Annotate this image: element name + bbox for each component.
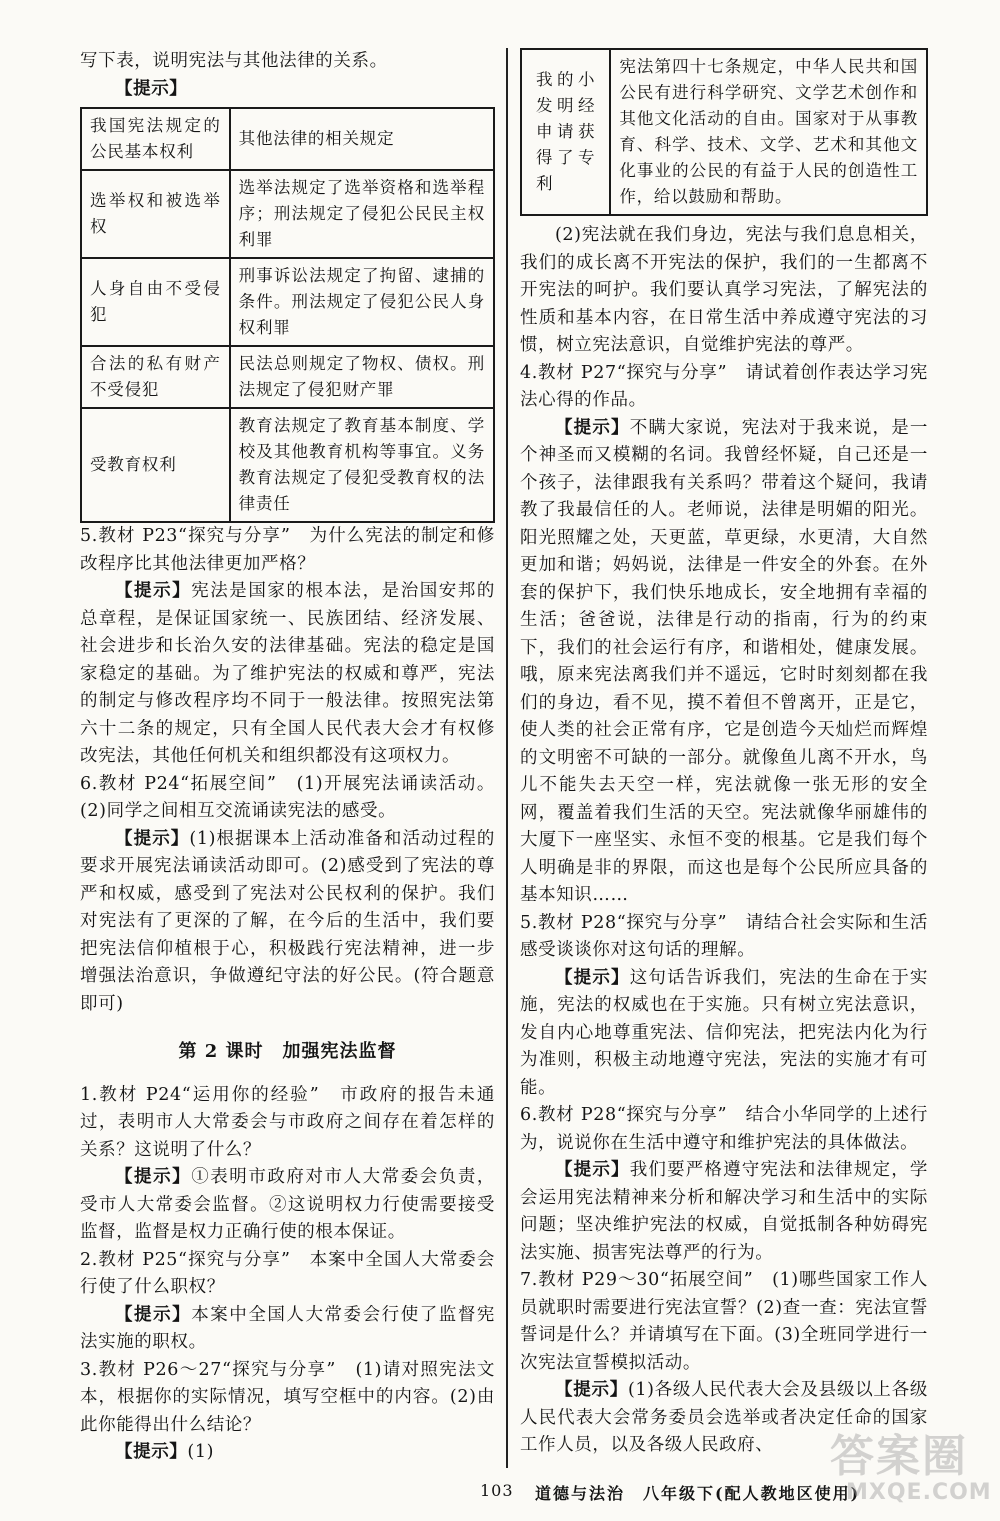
answer-6 (80, 826, 495, 1019)
table-row (81, 346, 494, 408)
question-6: 6.教材 P28“探究与分享” 结合小华同学的上述行为，说说你在生活中遵守和维护宪法的具体做法。 (520, 1105, 928, 1153)
question-3-part-2: (2)宪法就在我们身边，宪法与我们息息相关，我们的成长离不开宪法的保护，我们的一生都离不开宪法的呵护。我们要认真学习宪法，了解宪法的性质和基本内容，在日常生活中养成遵守宪法的习惯，树立宪法意识，自觉维护宪法的尊严。 (520, 225, 928, 355)
question-4: 4.教材 P27“探究与分享” 请试着创作表达学习宪法心得的作品。 (520, 362, 928, 410)
question-6: 6.教材 P24“拓展空间” (1)开展宪法诵读活动。(2)同学之间相互交流诵读宪法的感受。 (80, 773, 495, 821)
table-cell: 刑事诉讼法规定了拘留、逮捕的条件。刑法规定了侵犯公民人身权利罪 (230, 258, 494, 346)
section2-answer-2 (80, 1302, 495, 1357)
answer-text: 不瞒大家说，宪法对于我来说，是一个神圣而又模糊的名词。我曾经怀疑，自己还是一个孩子，法律跟我有关系吗？带着这个疑问，我请教了我最信任的人。老师说，法律是明媚的阳光。阳光照耀之处，天更蓝，草更绿，水更清，大自然更加和谐；妈妈说，法律是一件安全的外套。在外套的保护下，我们快乐地成长，安全地拥有幸福的生活；爸爸说，法律是行动的指南，行为的约束下，我们的社会运行有序，和谐相处，健康发展。哦，原来宪法离我们并不遥远，它时时刻刻都在我们的身边，看不见，摸不着但不曾离开，正是它，使人类的社会正常有序，它是创造今天灿烂而辉煌的文明密不可缺的一部分。就像鱼儿离不开水，鸟儿不能失去天空一样，宪法就像一张无形的安全网，覆盖着我们生活的天空。宪法就像华丽雄伟的大厦下一座坚实、永恒不变的根基。它是我们每个人明确是非的界限，而这也是每个公民所应具备的基本知识…… (520, 417, 928, 905)
table-cell: 宪法第四十七条规定，中华人民共和国公民有进行科学研究、文学艺术创作和其他文化活动的自由。国家对于从事教育、科学、技术、文学、艺术和其他文化事业的公民的有益于人民的创造性工作，给以鼓励和帮助。 (610, 49, 927, 215)
answer-text: (1)根据课本上活动准备和活动过程的要求开展宪法诵读活动即可。(2)感受到了宪法的尊严和权威，感受到了宪法对公民权利的保护。我们对宪法有了更深的了解，在今后的生活中，我们要把宪法信仰植根于心，积极践行宪法精神，进一步增强法治意识，争做遵纪守法的好公民。(符合题意即可) (80, 828, 495, 1014)
answer-text: 本案中全国人大常委会行使了监督宪法实施的职权。 (80, 1304, 495, 1352)
table-header-cell: 其他法律的相关规定 (230, 108, 494, 170)
table-cell: 民法总则规定了物权、债权。刑法规定了侵犯财产罪 (230, 346, 494, 408)
answer-text: (1) (187, 1442, 214, 1462)
column-divider (506, 48, 508, 1468)
section2-question-3: 3.教材 P26～27“探究与分享” (1)请对照宪法文本，根据你的实际情况，填写空框中的内容。(2)由此你能得出什么结论？ (80, 1359, 495, 1435)
hint-label: 【提示】 (115, 828, 190, 849)
table-header-row (81, 108, 494, 170)
table-header-cell: 我国宪法规定的公民基本权利 (81, 108, 230, 170)
table-cell: 我的小发明经申请获得了专利 (521, 49, 610, 215)
hint-label: 【提示】 (555, 1380, 628, 1400)
intro-hint: 【提示】 (115, 78, 188, 99)
answer-text: ①表明市政府对市人大常委会负责，受市人大常委会监督。②这说明权力行使需要接受监督，监督是权力正确行使的根本保证。 (80, 1167, 495, 1242)
invention-table (520, 48, 928, 216)
book-subject: 道德与法治 八年级下(配人教地区使用) (535, 1484, 861, 1503)
table-cell: 教育法规定了教育基本制度、学校及其他教育机构等事宜。义务教育法规定了侵犯受教育权的法律责任 (230, 408, 494, 522)
right-column (520, 48, 928, 1460)
hint-label: 【提示】 (555, 967, 630, 988)
question-5: 5.教材 P28“探究与分享” 请结合社会实际和生活感受谈谈你对这句话的理解。 (520, 912, 928, 960)
answer-text: 宪法是国家的根本法，是治国安邦的总章程，是保证国家统一、民族团结、经济发展、社会进步和长治久安的法律基础。宪法的稳定是国家稳定的基础。为了维护宪法的权威和尊严，宪法的制定与修改程序均不同于一般法律。按照宪法第六十二条的规定，只有全国人民代表大会才有权修改宪法，其他任何机关和组织都没有这项权力。 (80, 581, 495, 766)
question-5: 5.教材 P23“探究与分享” 为什么宪法的制定和修改程序比其他法律更加严格？ (80, 526, 495, 574)
question-7: 7.教材 P29～30“拓展空间” (1)哪些国家工作人员就职时需要进行宪法宣誓？(2)查一查：宪法宣誓誓词是什么？并请填写在下面。(3)全班同学进行一次宪法宣誓模拟活动。 (520, 1270, 928, 1373)
hint-label: 【提示】 (115, 581, 192, 601)
hint-label: 【提示】 (555, 417, 630, 438)
answer-text: 这句话告诉我们，宪法的生命在于实施，宪法的权威也在于实施。只有树立宪法意识，发自内心地尊重宪法、信仰宪法，把宪法内化为行为准则，积极主动地遵守宪法，宪法的实施才有可能。 (520, 967, 928, 1098)
table-cell: 受教育权利 (81, 408, 230, 522)
left-column (80, 48, 495, 1467)
table-intro (80, 48, 495, 76)
section2-question-2: 2.教材 P25“探究与分享” 本案中全国人大常委会行使了什么职权？ (80, 1249, 495, 1297)
table-cell: 人身自由不受侵犯 (81, 258, 230, 346)
table-cell: 合法的私有财产不受侵犯 (81, 346, 230, 408)
answer-5 (80, 578, 495, 771)
site-watermark (820, 1420, 992, 1515)
watermark-logo-text: 答案圈 (830, 1431, 968, 1482)
section2-answer-1 (80, 1164, 495, 1247)
table-row (521, 49, 927, 215)
page-number: 103 (480, 1481, 514, 1500)
answer-text: 我们要严格遵守宪法和法律规定，学会运用宪法精神来分析和解决学习和生活中的实际问题；坚决维护宪法的权威，自觉抵制各种妨碍宪法实施、损害宪法尊严的行为。 (520, 1160, 928, 1263)
table-row (81, 258, 494, 346)
answer-6 (520, 1157, 928, 1267)
hint-label: 【提示】 (555, 1160, 630, 1180)
table-row (81, 170, 494, 258)
watermark-url: MXQE.COM (846, 1480, 992, 1505)
section2-question-1: 1.教材 P24“运用你的经验” 市政府的报告未通过，表明市人大常委会与市政府之间存在着怎样的关系？这说明了什么？ (80, 1084, 495, 1160)
hint-label: 【提示】 (115, 1442, 188, 1462)
hint-label: 【提示】 (115, 1304, 192, 1325)
table-cell: 选举法规定了选举资格和选举程序；刑法规定了侵犯公民民主权利罪 (230, 170, 494, 258)
table-cell: 选举权和被选举权 (81, 170, 230, 258)
section2-answer-3 (80, 1439, 495, 1467)
table-row (81, 408, 494, 522)
intro-text: 写下表，说明宪法与其他法律的关系。 (80, 51, 388, 71)
answer-5 (520, 965, 928, 1103)
answer-4 (520, 415, 928, 910)
answer-text: (1)各级人民代表大会及县级以上各级人民代表大会常务委员会选举或者决定任命的国家工作人员，以及各级人民政府、 (520, 1380, 928, 1455)
rights-table (80, 107, 495, 523)
section-title: 第 2 课时 加强宪法监督 (178, 1041, 397, 1062)
hint-label: 【提示】 (115, 1167, 192, 1187)
